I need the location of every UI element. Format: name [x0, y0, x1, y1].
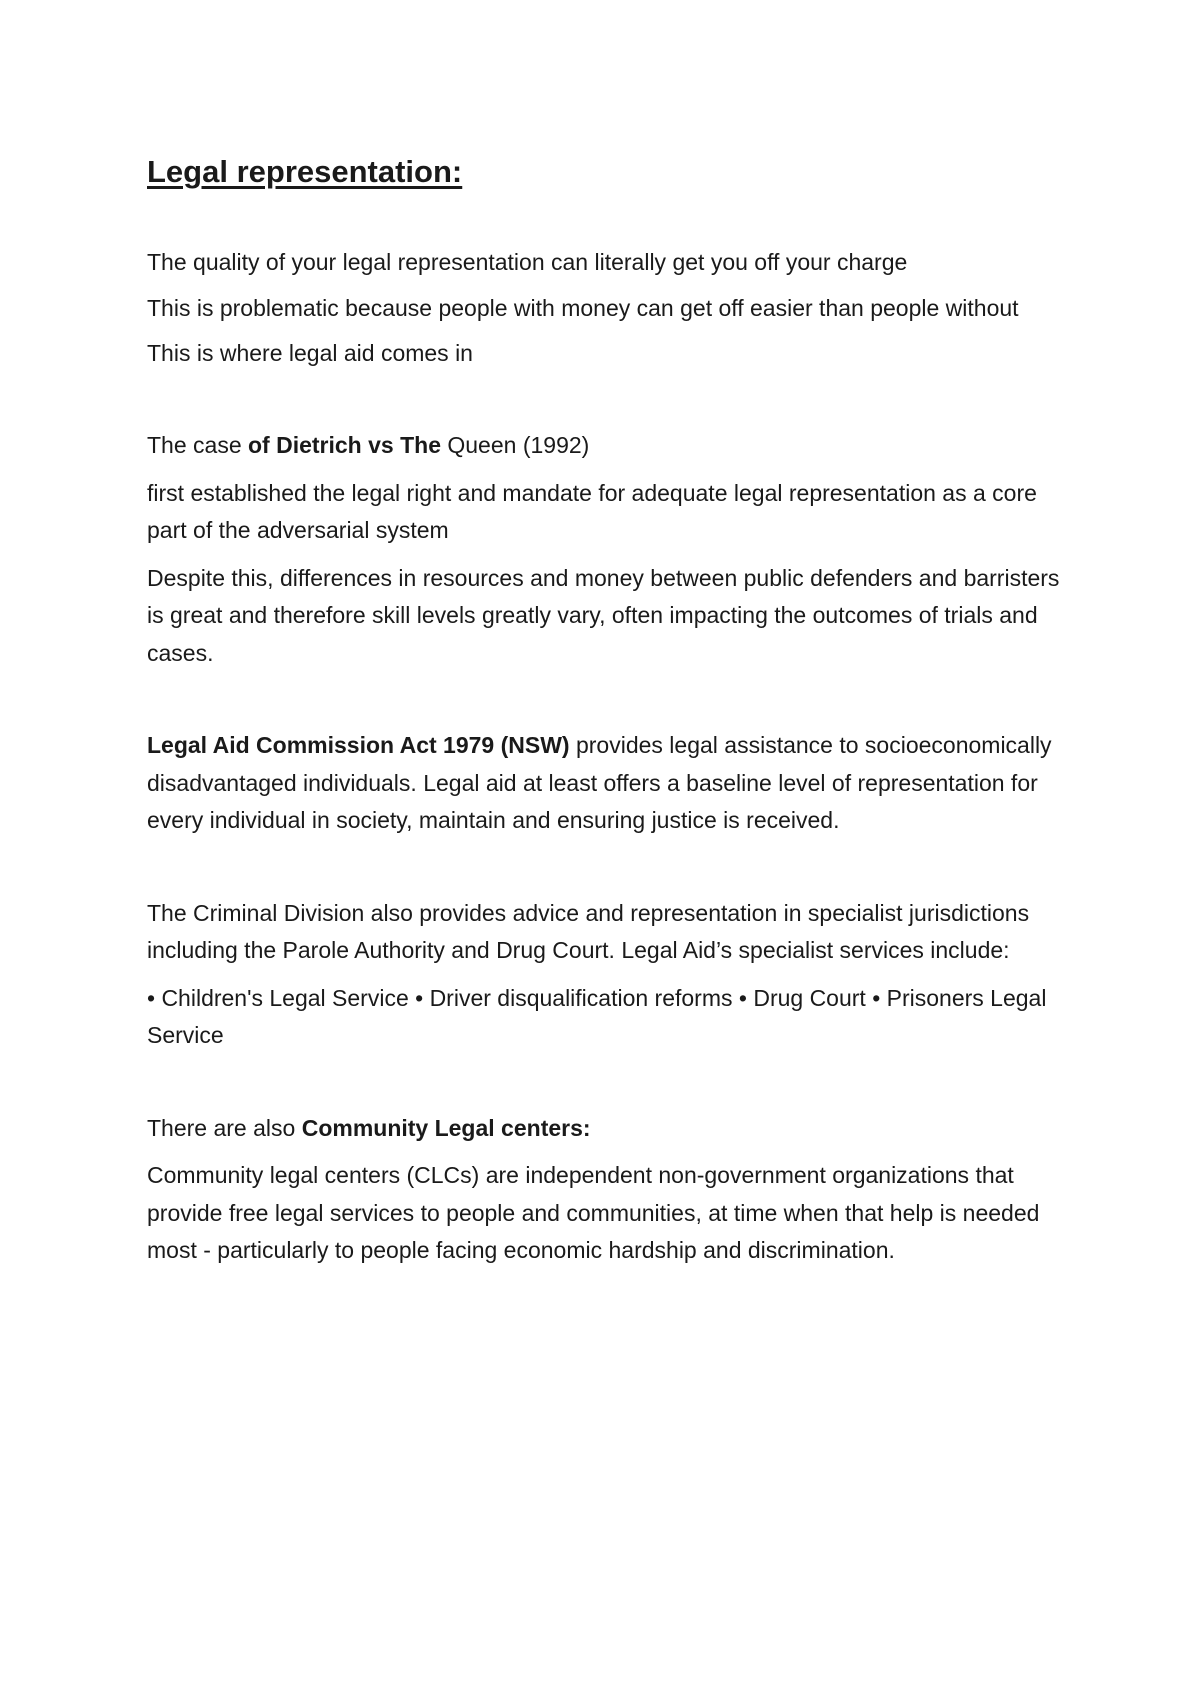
act-name-bold: Legal Aid Commission Act 1979 (NSW): [147, 732, 570, 758]
case-name-bold: of Dietrich vs The: [248, 432, 441, 458]
paragraph-established: first established the legal right and mandate for adequate legal representation as a core part of the adversarial system: [147, 479, 1037, 543]
paragraph-legal-aid-act: [147, 727, 1077, 840]
clc-prefix: There are also: [147, 1114, 302, 1141]
document-body: [147, 150, 1077, 1270]
case-prefix: The case: [147, 432, 248, 458]
paragraph-clc-description: Community legal centers (CLCs) are independent non-government organizations that provide free legal services to people and communities, at time when that help is needed most - particularly to people facing economic hardship and discrimination.: [147, 1162, 1040, 1263]
paragraph-services-list: • Children's Legal Service • Driver disqualification reforms • Drug Court • Prisoners Legal Service: [147, 984, 1047, 1048]
paragraph-quality: The quality of your legal representation can literally get you off your charge: [147, 249, 908, 275]
paragraph-legal-aid-intro: This is where legal aid comes in: [147, 339, 473, 366]
paragraph-problematic: This is problematic because people with money can get off easier than people without: [147, 294, 1019, 321]
page-title: Legal representation:: [147, 154, 463, 189]
paragraph-case: [147, 427, 1077, 465]
paragraph-community-legal-intro: [147, 1110, 1077, 1148]
paragraph-differences: Despite this, differences in resources and money between public defenders and barristers is great and therefore skill levels greatly vary, often impacting the outcomes of trials and cases.: [147, 564, 1060, 666]
clc-heading-bold: Community Legal centers:: [301, 1114, 591, 1141]
case-suffix: Queen (1992): [440, 432, 590, 458]
paragraph-criminal-division: The Criminal Division also provides advice and representation in specialist jurisdictions including the Parole Authority and Drug Court. Legal Aid’s specialist services include:: [147, 899, 1030, 963]
act-text: provides legal assistance to socioeconomically disadvantaged individuals. Legal aid at least offers a baseline level of representation for every individual in society, maintain and ensuring justice is received.: [147, 732, 1052, 833]
